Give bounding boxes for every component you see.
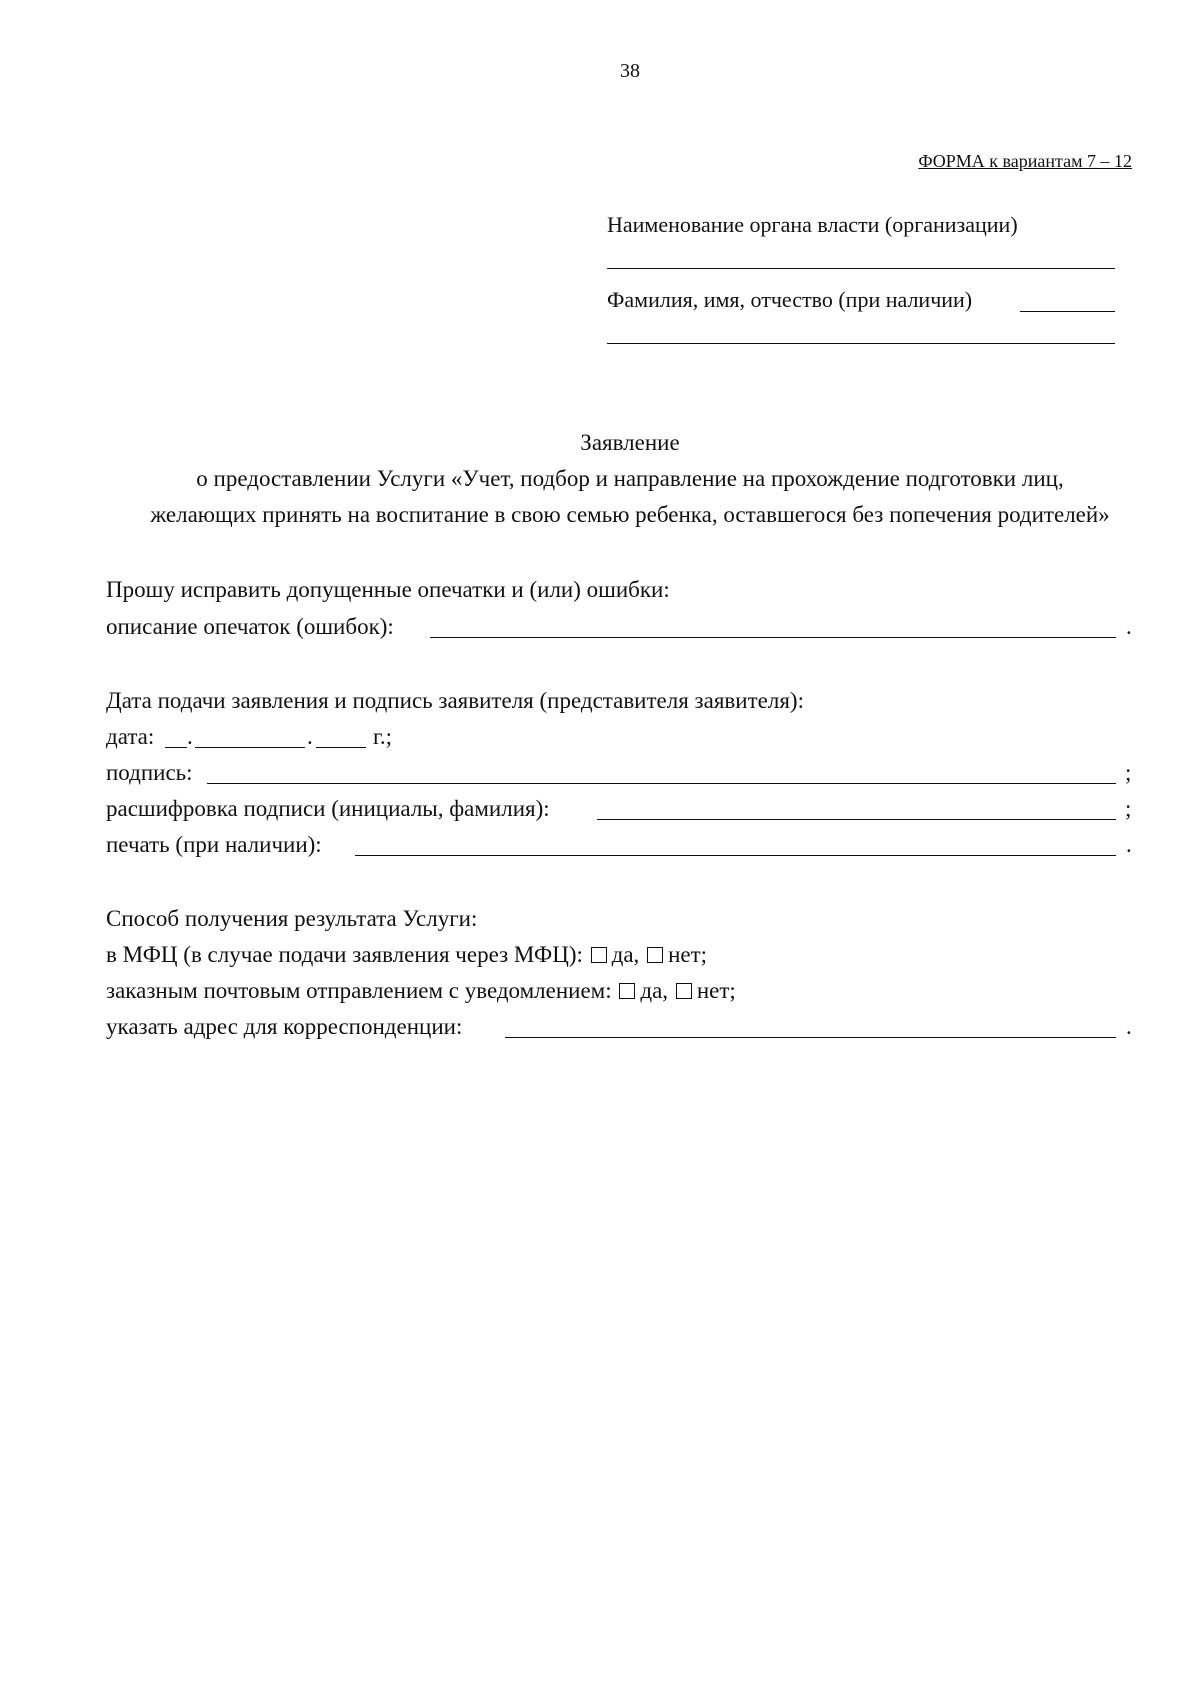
date-label: дата: — [106, 724, 155, 749]
date-separator-2: . — [307, 724, 313, 749]
form-label: ФОРМА к вариантам 7 – 12 — [918, 151, 1132, 171]
page-number: 38 — [620, 60, 640, 82]
signature-heading: Дата подачи заявления и подпись заявителя (представителя заявителя): — [106, 688, 804, 713]
mail-no-checkbox[interactable] — [676, 983, 692, 999]
signature-transcript-label: расшифровка подписи (инициалы, фамилия): — [106, 796, 550, 821]
mail-yes-checkbox[interactable] — [619, 983, 635, 999]
date-year-field[interactable] — [316, 747, 366, 748]
mail-no-label: нет; — [696, 978, 736, 1003]
full-name-field[interactable] — [1020, 311, 1115, 312]
error-description-field[interactable] — [430, 637, 1116, 638]
mfc-no-checkbox[interactable] — [647, 947, 663, 963]
error-description-label: описание опечаток (ошибок): — [106, 614, 394, 639]
org-name-label: Наименование органа власти (организации) — [607, 212, 1018, 237]
signature-end: ; — [1125, 760, 1132, 785]
date-month-field[interactable] — [195, 747, 305, 748]
result-method-heading: Способ получения результата Услуги: — [106, 906, 478, 931]
signature-field[interactable] — [207, 783, 1116, 784]
mail-yes-label: да, — [640, 978, 669, 1003]
mfc-yes-checkbox[interactable] — [591, 947, 607, 963]
address-field[interactable] — [505, 1037, 1116, 1038]
address-end: . — [1126, 1014, 1132, 1039]
address-label: указать адрес для корреспонденции: — [106, 1014, 463, 1039]
result-mail-label: заказным почтовым отправлением с уведомлением: — [106, 978, 612, 1003]
date-separator-1: . — [187, 724, 193, 749]
result-mail-row — [106, 978, 736, 1004]
full-name-field-continued[interactable] — [607, 343, 1115, 344]
result-mfc-label: в МФЦ (в случае подачи заявления через МФЦ): — [106, 942, 583, 967]
signature-transcript-field[interactable] — [597, 819, 1116, 820]
mfc-yes-label: да, — [611, 942, 640, 967]
stamp-field[interactable] — [355, 855, 1116, 856]
stamp-label: печать (при наличии): — [106, 832, 322, 857]
full-name-label: Фамилия, имя, отчество (при наличии) — [607, 287, 973, 312]
org-name-field[interactable] — [607, 268, 1115, 269]
document-title: Заявление — [580, 430, 680, 455]
mfc-no-label: нет; — [668, 942, 708, 967]
error-description-end: . — [1126, 614, 1132, 639]
signature-transcript-end: ; — [1125, 796, 1132, 821]
request-intro: Прошу исправить допущенные опечатки и (или) ошибки: — [106, 577, 670, 602]
stamp-end: . — [1126, 832, 1132, 857]
document-subtitle-line-2: желающих принять на воспитание в свою семью ребенка, оставшегося без попечения родителей» — [150, 502, 1110, 527]
date-suffix: г.; — [373, 724, 392, 749]
result-mfc-row — [106, 942, 707, 968]
date-day-field[interactable] — [165, 747, 187, 748]
signature-label: подпись: — [106, 760, 193, 785]
document-subtitle-line-1: о предоставлении Услуги «Учет, подбор и направление на прохождение подготовки лиц, — [196, 466, 1064, 491]
